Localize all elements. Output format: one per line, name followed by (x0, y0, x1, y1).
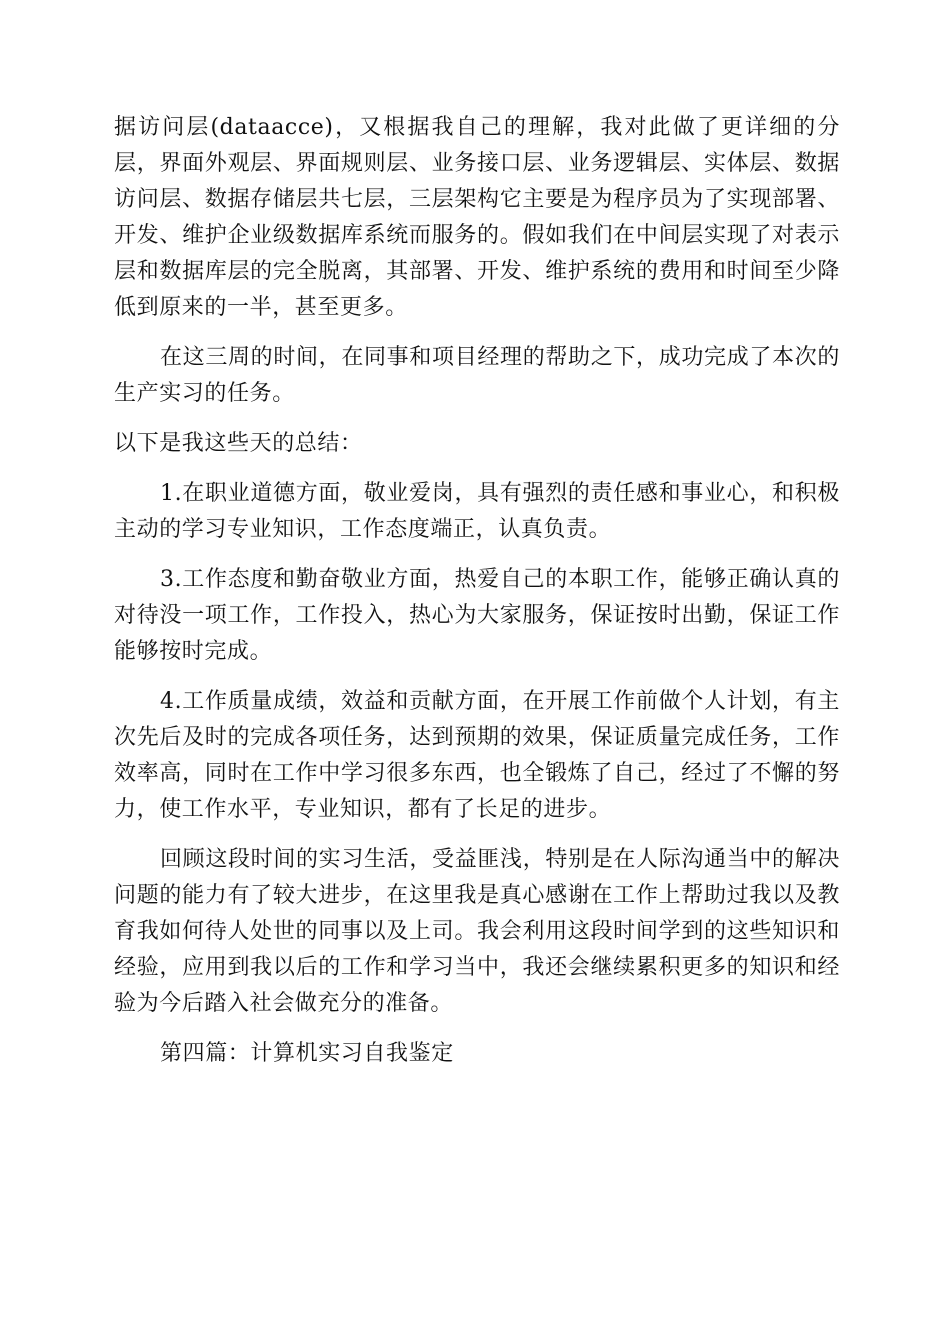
paragraph-three-weeks: 在这三周的时间，在同事和项目经理的帮助之下，成功完成了本次的生产实习的任务。 (114, 345, 840, 406)
paragraph-item-1: 1.在职业道德方面，敬业爱岗，具有强烈的责任感和事业心，和积极主动的学习专业知识，工作态度端正，认真负责。 (114, 481, 840, 542)
paragraph-data-access-layers: 据访问层(dataacce)，又根据我自己的理解，我对此做了更详细的分层，界面外观层、界面规则层、业务接口层、业务逻辑层、实体层、数据访问层、数据存储层共七层，三层架构它主要是为程序员为了实现部署、开发、维护企业级数据库系统而服务的。假如我们在中间层实现了对表示层和数据库层的完全脱离，其部署、开发、维护系统的费用和时间至少降低到原来的一半，甚至更多。 (114, 115, 840, 320)
section-heading: 第四篇：计算机实习自我鉴定 (160, 1041, 454, 1066)
paragraph-review: 回顾这段时间的实习生活，受益匪浅，特别是在人际沟通当中的解决问题的能力有了较大进步，在这里我是真心感谢在工作上帮助过我以及教育我如何待人处世的同事以及上司。我会利用这段时间学到的这些知识和经验，应用到我以后的工作和学习当中，我还会继续累积更多的知识和经验为今后踏入社会做充分的准备。 (114, 847, 840, 1016)
paragraph-item-4: 4.工作质量成绩，效益和贡献方面，在开展工作前做个人计划，有主次先后及时的完成各项任务，达到预期的效果，保证质量完成任务，工作效率高，同时在工作中学习很多东西，也全锻炼了自己，经过了不懈的努力，使工作水平，专业知识，都有了长足的进步。 (114, 689, 840, 822)
paragraph-summary-intro: 以下是我这些天的总结： (114, 431, 363, 456)
paragraph-item-3: 3.工作态度和勤奋敬业方面，热爱自己的本职工作，能够正确认真的对待没一项工作，工作投入，热心为大家服务，保证按时出勤，保证工作能够按时完成。 (114, 567, 840, 664)
document-page (114, 110, 840, 1086)
